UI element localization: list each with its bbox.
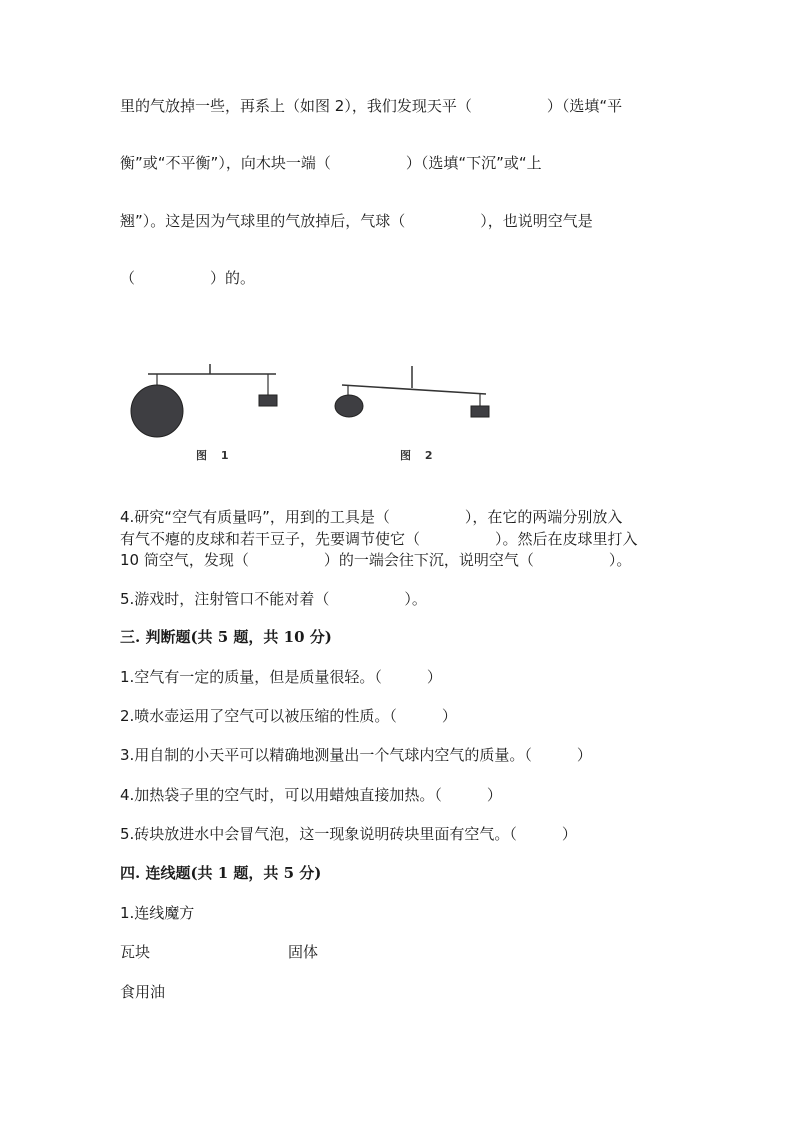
fill-blank-line-4: （ ）的。 <box>120 269 256 287</box>
judge-item-3: 3.用自制的小天平可以精确地测量出一个气球内空气的质量。（ ） <box>120 746 592 764</box>
section-4-heading: 四. 连线题(共 1 题，共 5 分) <box>120 864 322 882</box>
question-4-line-1: 4.研究“空气有质量吗”，用到的工具是（ ），在它的两端分别放入 <box>120 508 623 526</box>
matching-left-item-1: 瓦块 <box>120 943 151 961</box>
figure-2-label: 图 2 <box>400 449 438 462</box>
wood-block-2 <box>471 406 489 417</box>
section-3-heading: 三. 判断题(共 5 题，共 10 分) <box>120 628 332 646</box>
question-5: 5.游戏时，注射管口不能对着（ ）。 <box>120 590 427 608</box>
question-4-line-3: 10 筒空气，发现（ ）的一端会往下沉，说明空气（ ）。 <box>120 551 632 569</box>
judge-item-1: 1.空气有一定的质量，但是质量很轻。（ ） <box>120 668 442 686</box>
matching-right-item-1: 固体 <box>288 943 319 961</box>
fill-blank-line-3: 翘”）。这是因为气球里的气放掉后，气球（ ），也说明空气是 <box>120 212 593 230</box>
matching-left-item-2: 食用油 <box>120 983 166 1001</box>
judge-item-5: 5.砖块放进水中会冒气泡，这一现象说明砖块里面有空气。（ ） <box>120 825 577 843</box>
balance-figure-1 <box>131 364 277 437</box>
fill-blank-line-2: 衡”或“不平衡”），向木块一端（ ）（选填“下沉”或“上 <box>120 154 542 172</box>
judge-item-4: 4.加热袋子里的空气时，可以用蜡烛直接加热。（ ） <box>120 786 502 804</box>
balance-figure-2 <box>335 366 489 417</box>
judge-item-2: 2.喷水壶运用了空气可以被压缩的性质。（ ） <box>120 707 457 725</box>
wood-block-1 <box>259 395 277 406</box>
small-balloon <box>335 395 363 417</box>
fill-blank-line-1: 里的气放掉一些，再系上（如图 2），我们发现天平（ ）（选填“平 <box>120 97 623 115</box>
matching-question: 1.连线魔方 <box>120 904 195 922</box>
figure-1-label: 图 1 <box>196 449 234 462</box>
question-4-line-2: 有气不瘪的皮球和若干豆子，先要调节使它（ ）。然后在皮球里打入 <box>120 530 638 548</box>
large-balloon <box>131 385 183 437</box>
